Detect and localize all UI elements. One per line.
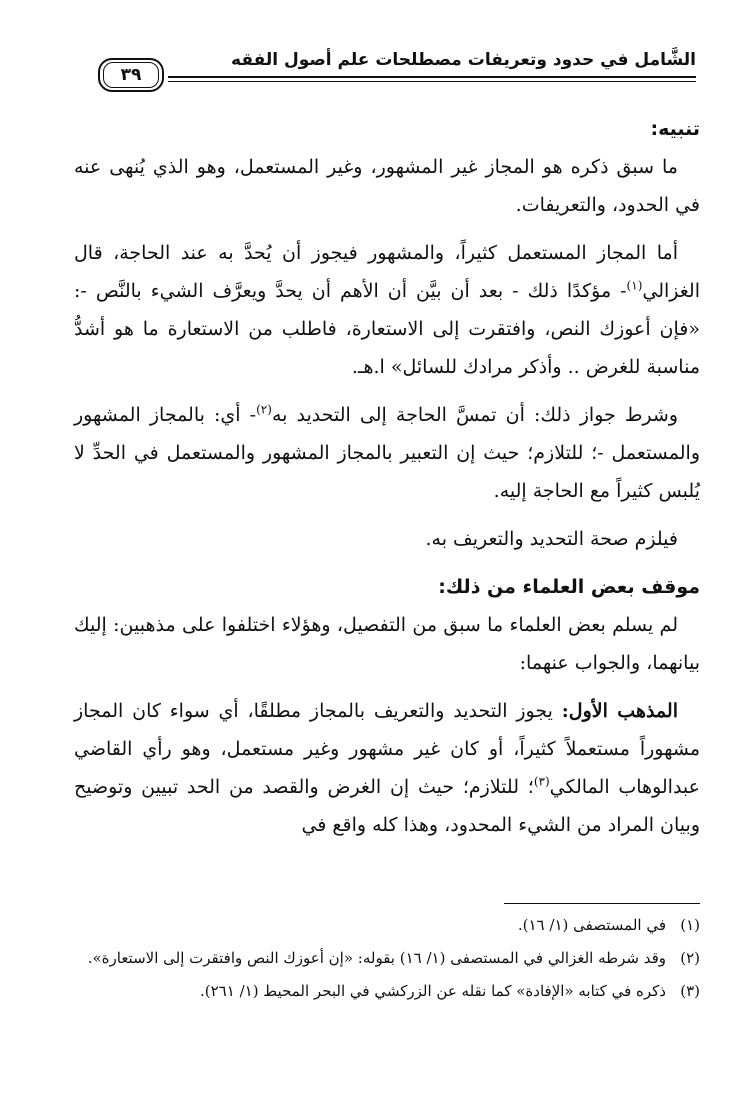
paragraph-2-text-b: - مؤكدًا ذلك - بعد أن بيَّن أن الأهم أن يحدَّ ويعرَّف الشيء بالنَّص -: «فإن أعوزك النص، وافتقرت إلى الاستعارة، فاطلب من الاستعارة ما هو أشدُّ مناسبة للغرض .. وأذكر مرادك للسائل» ا.هـ.	[74, 280, 700, 378]
paragraph-4-text: فيلزم صحة التحديد والتعريف به.	[425, 528, 678, 550]
footnote-text: وقد شرطه الغزالي في المستصفى (١/ ١٦) بقوله: «إن أعوزك النص وافتقرت إلى الاستعارة».	[87, 949, 666, 967]
footnote-ref-3[interactable]: (٣)	[533, 774, 550, 789]
footnote-number: (٣)	[680, 982, 700, 1000]
main-text	[74, 110, 700, 844]
paragraph-2	[74, 234, 700, 386]
paragraph-5	[74, 606, 700, 682]
page-header	[78, 48, 696, 98]
header-rule-thin	[168, 81, 696, 82]
paragraph-4	[74, 520, 700, 558]
footnote-number: (١)	[680, 916, 700, 934]
paragraph-6-text-b: ؛ للتلازم؛ حيث إن الغرض والقصد من الحد تبيين وتوضيح وبيان المراد من الشيء المحدود، وهذا كله واقع في	[74, 776, 700, 836]
header-rule	[168, 76, 696, 78]
footnote-1	[74, 912, 700, 939]
heading-note: تنبيه:	[650, 118, 700, 140]
first-view-lead: المذهب الأول:	[561, 700, 678, 722]
paragraph-6-text-a: يجوز التحديد والتعريف بالمجاز مطلقًا، أي سواء كان المجاز مشهوراً مستعملاً كثيراً، أو كان غير مشهور وغير مستعمل، وهو رأي القاضي عبدالوهاب المالكي	[74, 700, 700, 798]
heading-scholars-position: موقف بعض العلماء من ذلك:	[438, 576, 700, 598]
paragraph-2-text-a: أما المجاز المستعمل كثيراً، والمشهور فيجوز أن يُحدَّ به عند الحاجة، قال الغزالي	[74, 242, 700, 302]
footnote-2	[74, 945, 700, 972]
footnote-3	[74, 978, 700, 1005]
paragraph-6	[74, 692, 700, 844]
footnote-separator	[504, 903, 700, 904]
paragraph-3-text-a: وشرط جواز ذلك: أن تمسَّ الحاجة إلى التحديد به	[271, 404, 679, 426]
footnote-ref-1[interactable]: (١)	[626, 278, 643, 293]
footnote-ref-2[interactable]: (٢)	[256, 402, 272, 417]
paragraph-1	[74, 148, 700, 224]
running-title: الشَّامل في حدود وتعريفات مصطلحات علم أصول الفقه	[231, 50, 696, 70]
footnotes	[74, 912, 700, 1011]
footnote-text: في المستصفى (١/ ١٦).	[517, 916, 666, 934]
page-number: ٣٩	[103, 62, 159, 88]
paragraph-3	[74, 396, 700, 510]
paragraph-1-text: ما سبق ذكره هو المجاز غير المشهور، وغير المستعمل، وهو الذي يُنهى عنه في الحدود، والتعريفات.	[74, 156, 700, 216]
paragraph-3-text-b: - أي: بالمجاز المشهور والمستعمل -؛ للتلازم؛ حيث إن التعبير بالمجاز المشهور والمستعمل في الحدِّ لا يُلبس كثيراً مع الحاجة إليه.	[74, 404, 700, 502]
paragraph-5-text: لم يسلم بعض العلماء ما سبق من التفصيل، وهؤلاء اختلفوا على مذهبين: إليك بيانهما، والجواب عنهما:	[74, 614, 700, 674]
footnote-text: ذكره في كتابه «الإفادة» كما نقله عن الزركشي في البحر المحيط (١/ ٢٦١).	[200, 982, 666, 1000]
page-number-frame	[98, 58, 164, 92]
footnote-number: (٢)	[680, 949, 700, 967]
